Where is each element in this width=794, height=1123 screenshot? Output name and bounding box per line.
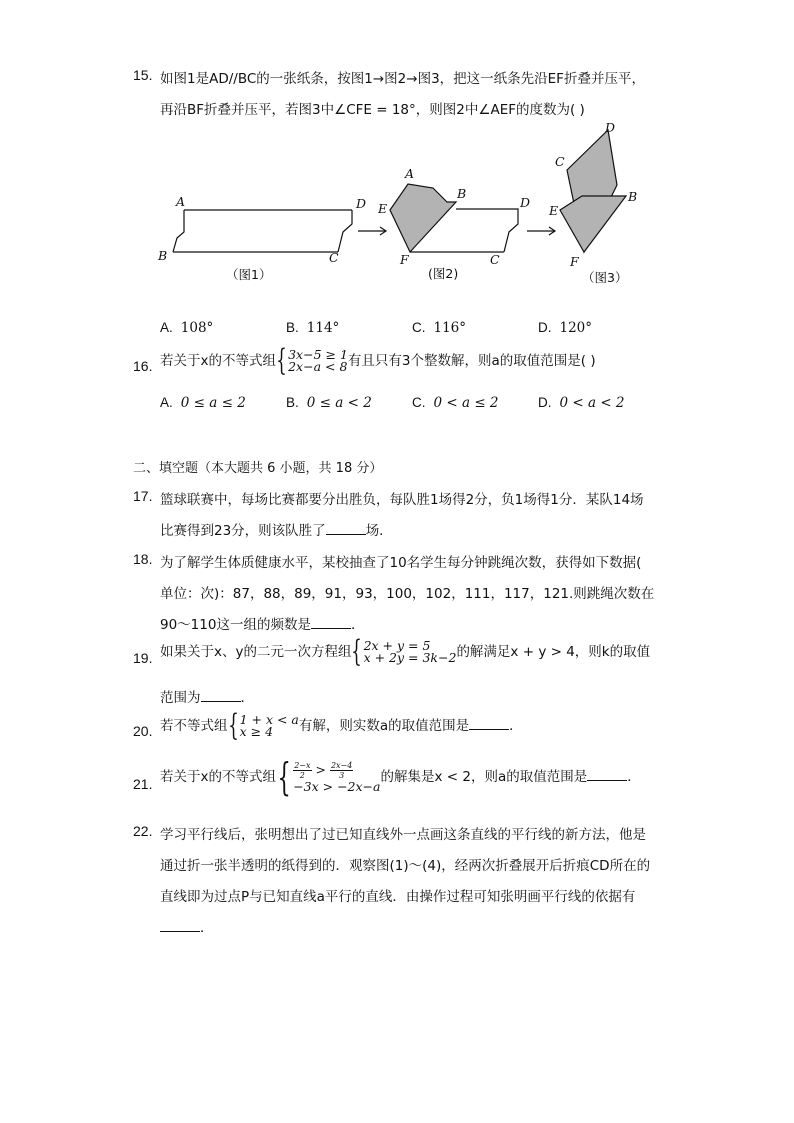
q18-line1: 为了解学生体质健康水平，某校抽查了10名学生每分钟跳绳次数，获得如下数据( xyxy=(160,555,642,571)
q20-text: 若不等式组 { 1 + x < a x ≥ 4 有解，则实数a的取值范围是 ． xyxy=(160,708,523,743)
q20-number: 20. xyxy=(133,723,153,739)
q17-line2: 比赛得到23分，则该队胜了 场． xyxy=(160,523,393,539)
figure-3 xyxy=(560,130,626,252)
q20-answer-blank[interactable] xyxy=(469,729,509,730)
q18-line3: 90～110这一组的频数是 ． xyxy=(160,617,365,633)
q20-system: { 1 + x < a x ≥ 4 xyxy=(227,708,299,743)
fig1-label-a: A xyxy=(176,194,186,209)
q15-option-a[interactable]: A. 108° xyxy=(160,320,214,336)
section-heading: 二、填空题（本大题共 6 小题，共 18 分） xyxy=(133,461,383,476)
q19-number: 19. xyxy=(133,650,153,666)
fig3-label-f: F xyxy=(570,254,579,269)
q22-answer-blank[interactable] xyxy=(160,931,200,932)
q15-option-d[interactable]: D. 120° xyxy=(538,320,593,336)
fig1-caption: （图1） xyxy=(226,267,272,282)
fig2-label-d: D xyxy=(520,195,531,210)
fig1-label-b: B xyxy=(158,248,168,263)
q17-line1: 篮球联赛中，每场比赛都要分出胜负，每队胜1场得2分，负1场得1分．某队14场 xyxy=(160,492,644,508)
q15-option-b[interactable]: B. 114° xyxy=(286,320,340,336)
arrow-1-icon xyxy=(358,227,386,235)
q19-line2: 范围为 ． xyxy=(160,690,254,706)
q17-number: 17. xyxy=(133,488,153,504)
fig2-label-f: F xyxy=(400,252,409,267)
q15-option-c[interactable]: C. 116° xyxy=(412,320,467,336)
q15-line2: 再沿BF折叠并压平，若图3中∠CFE = 18°，则图2中∠AEF的度数为( ) xyxy=(160,102,585,118)
fig1-label-c: C xyxy=(329,250,339,265)
fig3-label-c: C xyxy=(555,154,565,169)
q15-line1: 如图1是AD//BC的一张纸条，按图1→图2→图3，把这一纸条先沿EF折叠并压平， xyxy=(160,71,645,87)
q21-text: 若关于x的不等式组 { $\frac{2-x}{2}$ > $\frac{2x-4}{3}$ −3x > −2x−a 的解集是x < 2，则a的取值范围是 ． xyxy=(160,755,641,799)
fig3-label-b: B xyxy=(628,189,638,204)
q22-line3: 直线即为过点P与已知直线a平行的直线．由操作过程可知张明画平行线的依据有 xyxy=(160,889,636,905)
fig2-label-c: C xyxy=(490,252,500,267)
fig2-label-b: B xyxy=(457,186,467,201)
fig2-label-e: E xyxy=(378,201,388,216)
q15-figure xyxy=(0,0,794,310)
fig2-caption: (图2) xyxy=(428,266,459,281)
q21-system: { $\frac{2-x}{2}$ > $\frac{2x-4}{3}$ −3x > −2x−a xyxy=(277,755,381,799)
q17-answer-blank[interactable] xyxy=(326,534,366,535)
q19-text: 如果关于x、y的二元一次方程组 { 2x + y = 5 x + 2y = 3k−2 的解满足x + y > 4，则k的取值 xyxy=(160,634,651,669)
q16-number: 16. xyxy=(133,358,153,374)
fig3-label-d: D xyxy=(605,120,616,135)
q16-option-c[interactable]: C. 0 < a ≤ 2 xyxy=(412,395,499,411)
q16-option-b[interactable]: B. 0 ≤ a < 2 xyxy=(286,395,372,411)
q18-number: 18. xyxy=(133,551,153,567)
fig3-caption: （图3） xyxy=(582,270,628,285)
q16-option-a[interactable]: A. 0 ≤ a ≤ 2 xyxy=(160,395,246,411)
q19-system: { 2x + y = 5 x + 2y = 3k−2 xyxy=(351,634,457,669)
q22-line1: 学习平行线后，张明想出了过已知直线外一点画这条直线的平行线的新方法，他是 xyxy=(160,827,646,843)
fig1-label-d: D xyxy=(356,196,367,211)
q16-text: 若关于x的不等式组 { 3x−5 ≥ 1 2x−a < 8 有且只有3个整数解，则a的取值范围是( ) xyxy=(160,343,596,378)
figure-2 xyxy=(390,184,518,252)
fig3-label-e: E xyxy=(549,203,559,218)
q16-option-d[interactable]: D. 0 < a < 2 xyxy=(538,395,625,411)
figure-1 xyxy=(173,210,352,252)
q16-system: { 3x−5 ≥ 1 2x−a < 8 xyxy=(276,343,348,378)
q18-line2: 单位：次)：87，88，89，91，93，100，102，111，117，121.则跳绳次数在 xyxy=(160,586,655,602)
q22-line4: ． xyxy=(160,916,214,936)
q19-answer-blank[interactable] xyxy=(201,701,241,702)
arrow-2-icon xyxy=(527,227,555,235)
q22-number: 22. xyxy=(133,823,153,839)
q18-answer-blank[interactable] xyxy=(311,628,351,629)
q15-number: 15. xyxy=(133,67,153,83)
q22-line2: 通过折一张半透明的纸得到的．观察图(1)～(4)，经两次折叠展开后折痕CD所在的 xyxy=(160,858,651,874)
q21-number: 21. xyxy=(133,776,153,792)
fig2-label-a: A xyxy=(405,166,415,181)
q21-answer-blank[interactable] xyxy=(587,780,627,781)
